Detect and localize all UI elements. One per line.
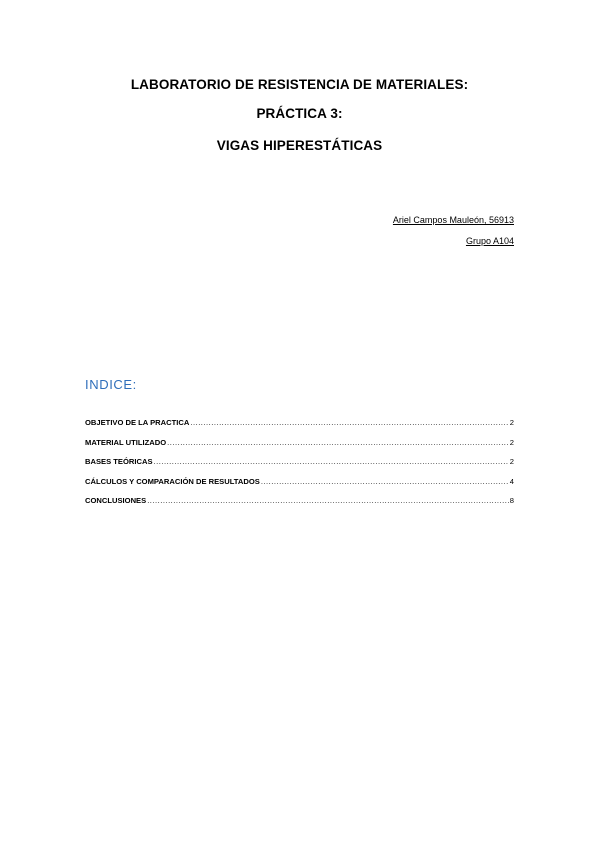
toc-entry-bases[interactable] (85, 457, 514, 477)
toc-leader-dots (147, 496, 509, 505)
toc-entry-page: 8 (509, 496, 514, 506)
toc-leader-dots (190, 418, 508, 427)
toc-leader-dots (154, 457, 509, 466)
title-line-2: PRÁCTICA 3: (256, 106, 343, 121)
toc-entry-label: MATERIAL UTILIZADO (85, 437, 167, 447)
toc-entry-page: 2 (509, 457, 514, 467)
toc-entry-label: CÁLCULOS Y COMPARACIÓN DE RESULTADOS (85, 476, 260, 486)
title-line-3: VIGAS HIPERESTÁTICAS (216, 138, 383, 153)
toc-entry-label: OBJETIVO DE LA PRACTICA (85, 418, 190, 427)
toc-entry-page: 4 (509, 476, 514, 486)
toc-entry-material[interactable] (85, 438, 514, 458)
toc-entry-calculos[interactable] (85, 477, 514, 497)
title-line-1: LABORATORIO DE RESISTENCIA DE MATERIALES: (130, 77, 469, 92)
toc-entry-page: 2 (509, 418, 514, 427)
author-name: Ariel Campos Mauleón, 56913 (392, 215, 514, 225)
table-of-contents (85, 418, 514, 516)
author-group: Grupo A104 (465, 236, 514, 246)
toc-entry-objetivo[interactable] (85, 418, 514, 438)
toc-heading: INDICE: (85, 377, 137, 392)
toc-leader-dots (261, 477, 509, 486)
toc-entry-label: BASES TEÓRICAS (85, 457, 153, 467)
toc-entry-page: 2 (509, 437, 514, 447)
toc-entry-conclusiones[interactable] (85, 496, 514, 516)
toc-entry-label: CONCLUSIONES (85, 496, 147, 506)
toc-leader-dots (167, 438, 509, 447)
